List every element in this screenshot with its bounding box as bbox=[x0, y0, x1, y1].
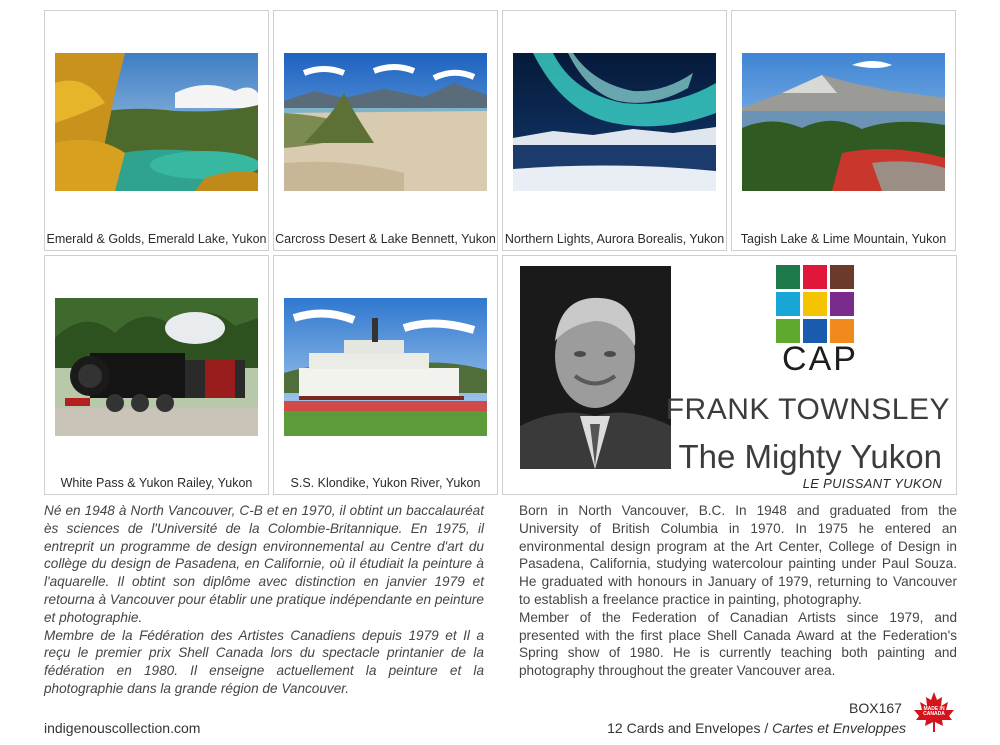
made-in-canada-text: MADE IN CANADA bbox=[923, 706, 945, 717]
card-caption: Emerald & Golds, Emerald Lake, Yukon bbox=[46, 232, 267, 246]
logo-square bbox=[776, 292, 800, 316]
train-photo bbox=[55, 298, 258, 436]
cap-logo bbox=[776, 265, 854, 343]
card-caption: Northern Lights, Aurora Borealis, Yukon bbox=[504, 232, 725, 246]
bio-paragraph: Né en 1948 à North Vancouver, C-B et en 1970, il obtint un baccalauréat ès sciences de l'Université de la Colombie-Britannique. En 1975, il entreprit un programme de design environnemental au Centre d'art du collège du design de Pasadena, en Californie, où il étudiait la peinture à l'aquarelle. Il obtint son diplôme avec distinction en janvier 1979 et retourna à Vancouver pour établir une pratique indépendante en peinture et photographie. bbox=[44, 503, 484, 625]
cards-note-french: Cartes et Enveloppes bbox=[772, 720, 906, 736]
card-caption: S.S. Klondike, Yukon River, Yukon bbox=[290, 476, 481, 490]
card-emerald-lake bbox=[44, 10, 269, 251]
logo-square bbox=[830, 292, 854, 316]
tagish-lake-photo bbox=[742, 53, 945, 191]
logo-square bbox=[803, 292, 827, 316]
card-caption: Carcross Desert & Lake Bennett, Yukon bbox=[275, 232, 496, 246]
cards-note bbox=[607, 720, 906, 736]
logo-square bbox=[776, 265, 800, 289]
card-caption: White Pass & Yukon Railey, Yukon bbox=[60, 476, 253, 490]
box-code: BOX167 bbox=[849, 700, 902, 716]
artist-info-card bbox=[502, 255, 957, 495]
website-link[interactable]: indigenouscollection.com bbox=[44, 720, 201, 736]
carcross-desert-photo bbox=[284, 53, 487, 191]
series-title: The Mighty Yukon bbox=[678, 438, 942, 475]
biography-french bbox=[44, 502, 484, 698]
card-northern-lights bbox=[502, 10, 727, 251]
bio-paragraph: Member of the Federation of Canadian Artists since 1979, and presented with the first place Shell Canada Award at the Federation's Spring show of 1980. He is currently teaching both painting and photography throughout the greater Vancouver area. bbox=[519, 609, 957, 679]
card-tagish-lake bbox=[731, 10, 956, 251]
publisher-name: CAP bbox=[782, 340, 858, 378]
card-caption: Tagish Lake & Lime Mountain, Yukon bbox=[740, 232, 947, 246]
logo-square bbox=[803, 265, 827, 289]
series-title-french: LE PUISSANT YUKON bbox=[802, 476, 942, 491]
northern-lights-photo bbox=[513, 53, 716, 191]
artist-name: FRANK TOWNSLEY bbox=[665, 393, 950, 426]
biography-english bbox=[519, 502, 957, 680]
card-ss-klondike bbox=[273, 255, 498, 495]
bio-paragraph: Membre de la Fédération des Artistes Canadiens depuis 1979 et Il a reçu le premier prix Shell Canada lors du spectacle printanier de la fédération en 1980. Il enseigne actuellement la peinture et la photographie dans la grande région de Vancouver. bbox=[44, 627, 484, 696]
artist-portrait bbox=[520, 266, 671, 469]
cards-note-english: 12 Cards and Envelopes / bbox=[607, 720, 769, 736]
ss-klondike-photo bbox=[284, 298, 487, 436]
card-carcross-desert bbox=[273, 10, 498, 251]
logo-square bbox=[830, 265, 854, 289]
bio-paragraph: Born in North Vancouver, B.C. In 1948 and graduated from the University of British Columbia in 1970. In 1975 he entered an environmental design program at the Art Center, College of Design in Pasadena, California, studying watercolour painting under Paul Souza. He graduated with honours in January of 1979, returning to Vancouver to establish a freelance practice in painting, photography. bbox=[519, 503, 957, 607]
emerald-lake-photo bbox=[55, 53, 258, 191]
card-white-pass-railway bbox=[44, 255, 269, 495]
